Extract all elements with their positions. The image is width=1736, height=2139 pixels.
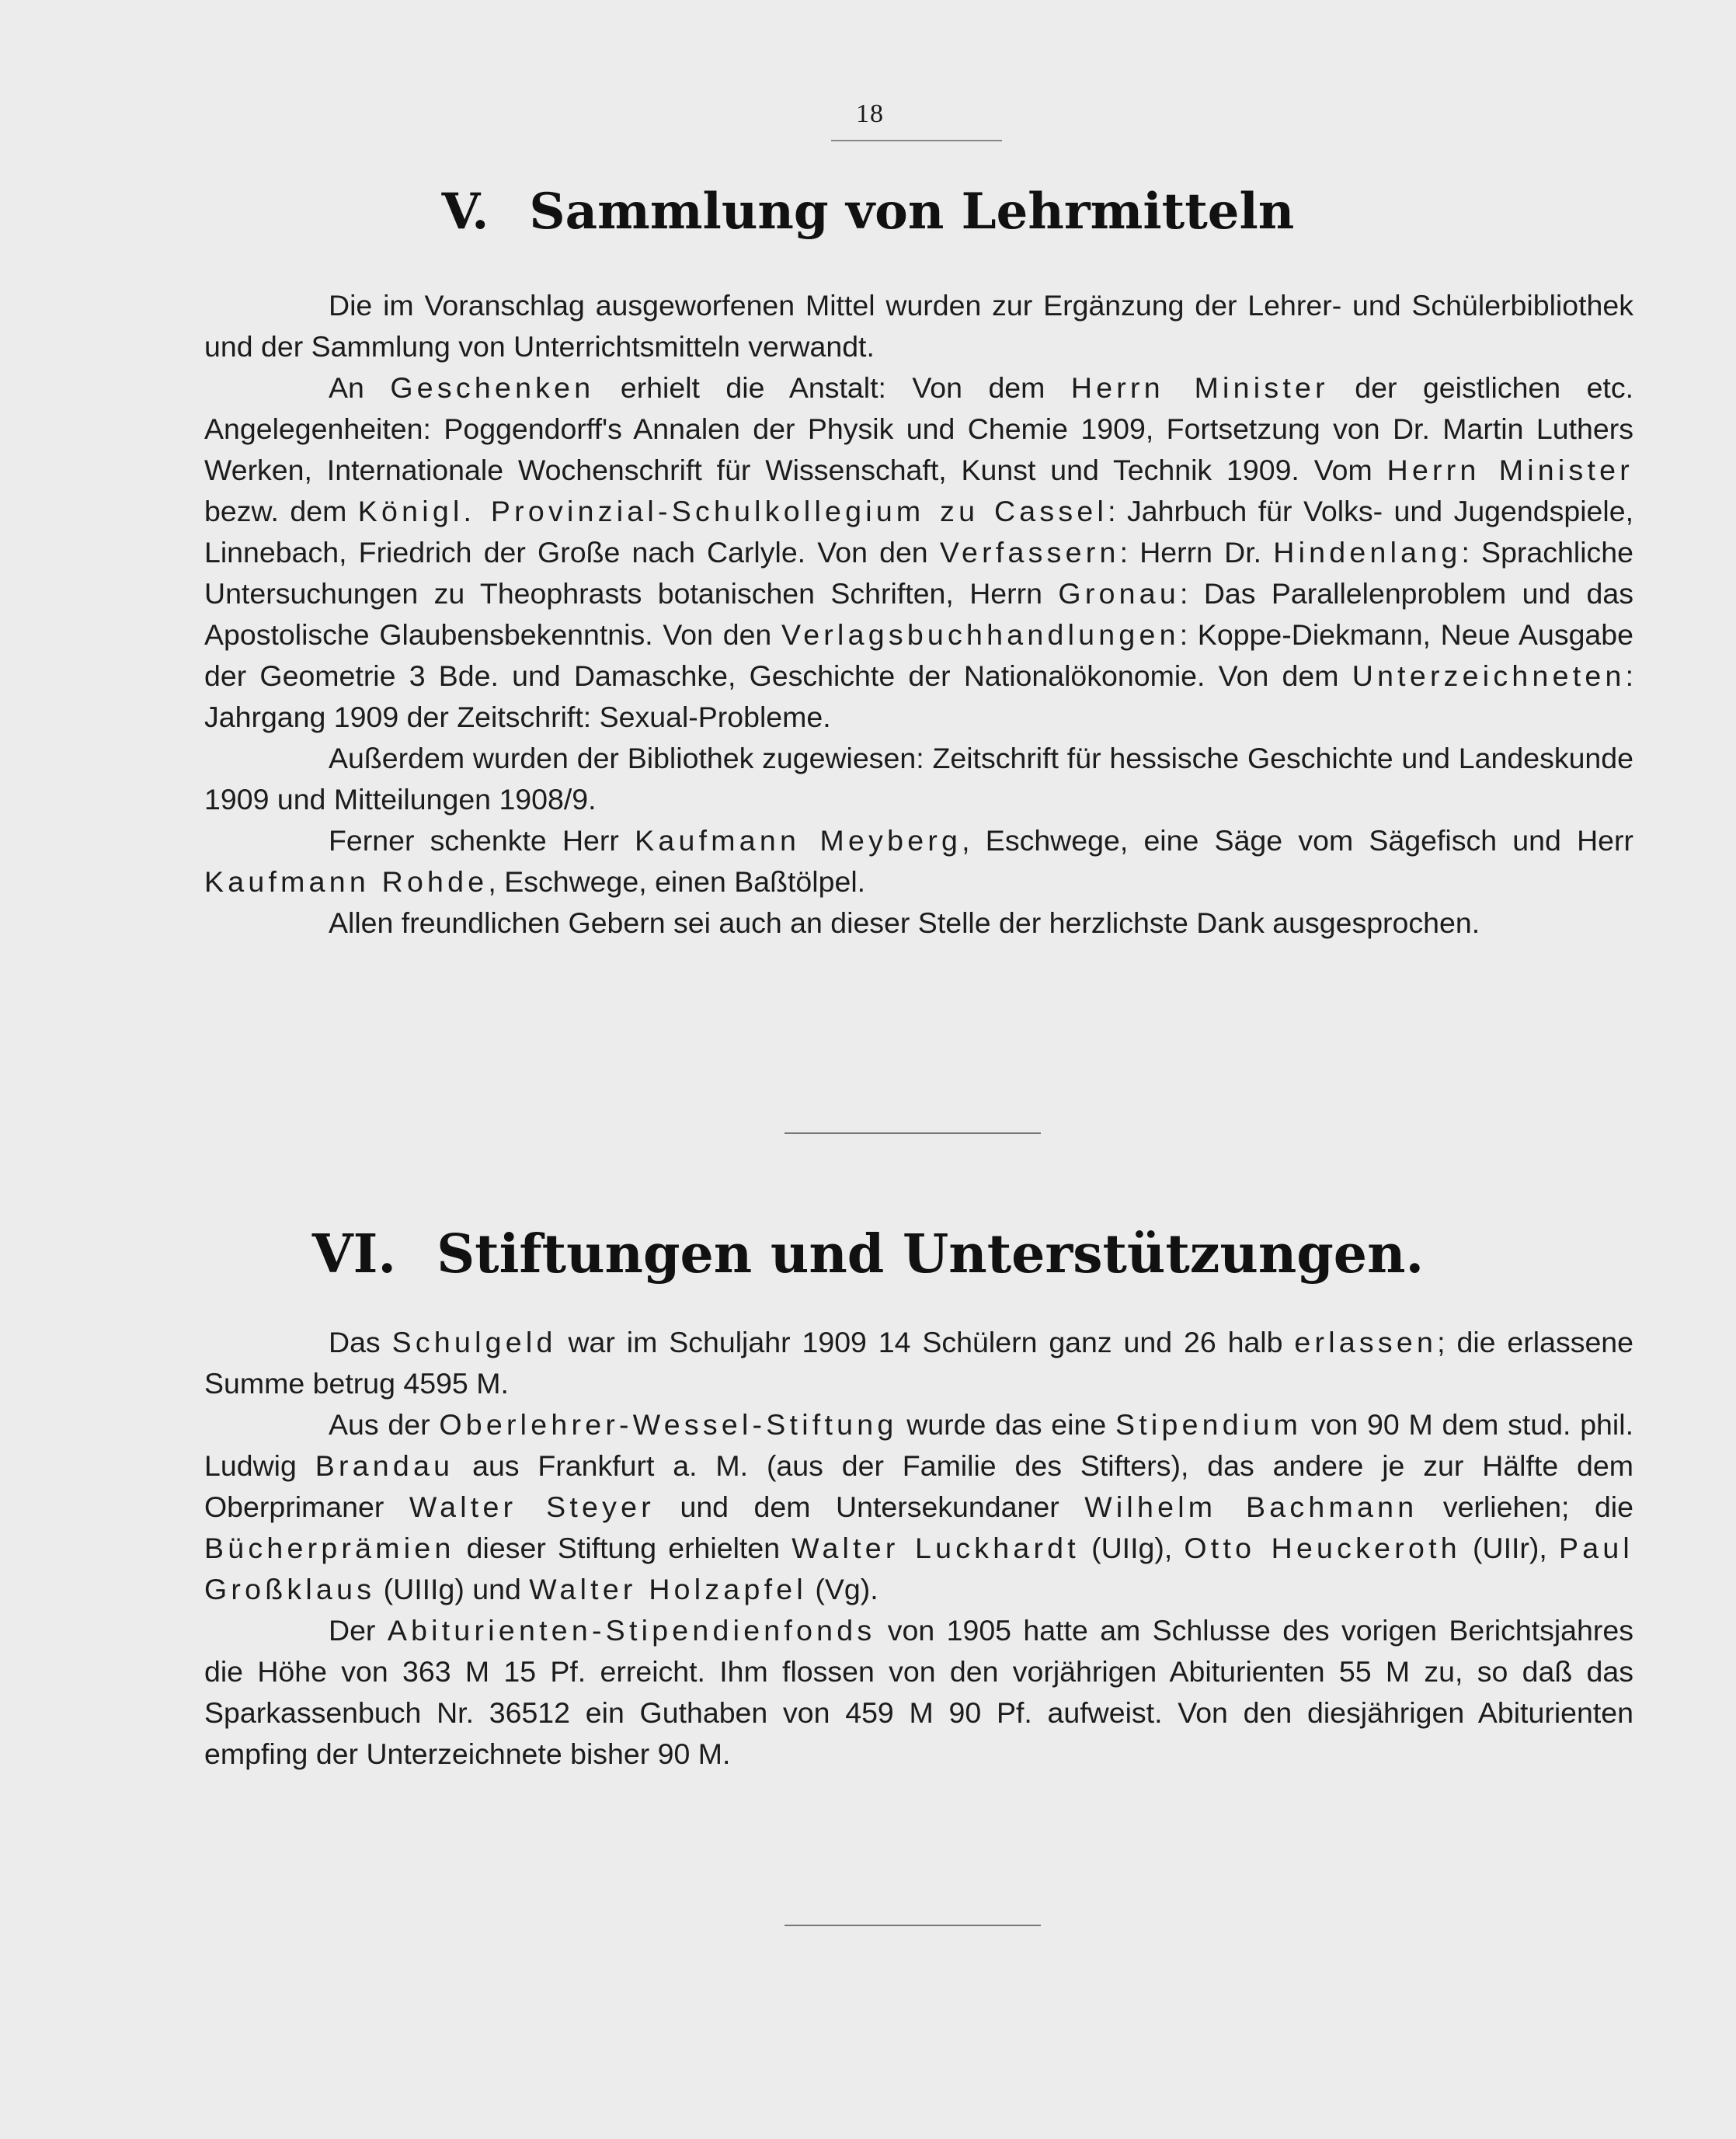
section-vi-heading [0,1223,1736,1285]
section-vi-title: Stiftungen und Unterstützungen. [437,1223,1425,1285]
section-vi-paragraph-3 [204,1610,1633,1775]
section-v-paragraph-5: Allen freundlichen Gebern sei auch an dieser Stelle der herzlichste Dank ausgesprochen. [329,906,1480,939]
section-vi-numeral: VI. [311,1223,397,1285]
vi-p2-spaced-1: Oberlehrer-Wessel-Stiftung [439,1408,898,1441]
vi-p2-spaced-3: Brandau [315,1449,454,1482]
p2-spaced-1: Geschenken [390,371,595,404]
section-v-numeral: V. [441,183,489,241]
p2-text-5: : Jahrbuch für Volks- und Jugendspiele, Linnebach, Friedrich der Große nach Carlyle. Von den [204,495,1633,569]
p4-spaced-1: Kaufmann Meyberg [635,824,962,857]
vi-p1-spaced-2: erlassen [1294,1326,1438,1358]
vi-p2-spaced-10: Walter Holzapfel [529,1573,807,1605]
p2-text-1: An [329,371,364,404]
p2-spaced-9: Unterzeichneten [1352,659,1626,692]
vi-p2-spaced-6: Bücherprämien [204,1532,455,1564]
section-v-paragraph-4 [204,820,1633,903]
section-v-paragraph-3: Außerdem wurden der Bibliothek zugewiesen: Zeitschrift für hessische Geschichte und Landeskunde 1909 und Mitteilungen 1908/9. [204,742,1633,816]
p4-text-2: , Eschwege, eine Säge vom Sägefisch und Herr [962,824,1634,857]
closing-rule [785,1925,1041,1926]
p4-spaced-2: Kaufmann Rohde [204,865,489,898]
vi-p1-text-3: ; die erlassene Summe betrug 4595 M. [204,1326,1634,1400]
section-v-heading [0,183,1736,241]
p2-text-8: : Das Parallelenproblem und das Apostolische Glaubensbekenntnis. Von den [204,577,1633,651]
p2-text-4: bezw. dem [204,495,347,527]
vi-p2-text-3: von 90 M dem stud. phil. Ludwig [204,1408,1633,1482]
vi-p2-text-9: (UIIr), [1473,1532,1547,1564]
vi-p2-text-5: und dem Untersekundaner [680,1490,1059,1523]
vi-p1-spaced-1: Schulgeld [391,1326,557,1358]
section-vi-paragraph-2 [204,1404,1633,1610]
section-v-paragraph-2 [204,367,1633,738]
vi-p2-spaced-7: Walter Luckhardt [791,1532,1080,1564]
vi-p1-text-1: Das [329,1326,381,1358]
p2-spaced-5: Verfassern [939,536,1120,569]
p2-spaced-7: Gronau [1058,577,1180,610]
p2-text-9: : Koppe-Diekmann, Neue Ausgabe der Geometrie 3 Bde. und Damaschke, Geschichte der Nationalökonomie. Von dem [204,618,1633,692]
section-vi-paragraph-1 [204,1322,1633,1404]
page-number: 18 [856,99,884,128]
p2-text-6: : Herrn Dr. [1119,536,1262,569]
vi-p2-text-11: (Vg). [815,1573,878,1605]
p2-text-3: der geistlichen etc. Angelegenheiten: Poggendorff's Annalen der Physik und Chemie 1909, Fortsetzung von Dr. Martin Luthers Werken, Internationale Wochenschrift für Wissenschaft, Kunst und Technik 1909. Vom [204,371,1634,486]
vi-p2-text-6: verliehen; die [1442,1490,1633,1523]
section-v-body [204,285,1633,944]
vi-p2-text-7: dieser Stiftung erhielten [466,1532,781,1564]
vi-p2-spaced-9: Paul Großklaus [204,1532,1634,1605]
vi-p2-text-2: wurde das eine [906,1408,1107,1441]
section-vi-body [204,1322,1633,1775]
page-number-rule [831,140,1002,141]
p2-spaced-2: Herrn Minister [1070,371,1329,404]
p2-spaced-8: Verlagsbuchhandlungen [781,618,1180,651]
p2-text-2: erhielt die Anstalt: Von dem [620,371,1045,404]
vi-p2-spaced-5: Wilhelm Bachmann [1084,1490,1418,1523]
p2-spaced-6: Hindenlang [1273,536,1462,569]
p2-spaced-3: Herrn Minister [1386,454,1633,486]
vi-p2-text-10: (UIIIg) und [383,1573,521,1605]
vi-p2-text-1: Aus der [329,1408,430,1441]
section-v-paragraph-1: Die im Voranschlag ausgeworfenen Mittel wurden zur Ergänzung der Lehrer- und Schülerbibliothek und der Sammlung von Unterrichtsmitteln verwandt. [204,289,1633,363]
vi-p3-spaced-1: Abiturienten-Stipendienfonds [387,1614,876,1647]
p4-text-3: , Eschwege, einen Baßtölpel. [488,865,866,898]
vi-p3-text-2: von 1905 hatte am Schlusse des vorigen Berichtsjahres die Höhe von 363 M 15 Pf. erreicht. Ihm flossen von den vorjährigen Abiturienten 55 M zu, so daß das Sparkassenbuch Nr. 36512 ein Guthaben von 459 M 90 Pf. aufweist. Von den diesjährigen Abiturienten empfing der Unterzeichnete bisher 90 M. [204,1614,1633,1770]
vi-p1-text-2: war im Schuljahr 1909 14 Schülern ganz und 26 halb [568,1326,1283,1358]
p2-text-7: : Sprachliche Untersuchungen zu Theophrasts botanischen Schriften, Herrn [204,536,1633,610]
vi-p3-text-1: Der [329,1614,376,1647]
p4-text-1: Ferner schenkte Herr [329,824,619,857]
vi-p2-spaced-2: Stipendium [1115,1408,1303,1441]
vi-p2-text-4: aus Frankfurt a. M. (aus der Familie des Stifters), das andere je zur Hälfte dem Oberprimaner [204,1449,1633,1523]
vi-p2-spaced-8: Otto Heuckeroth [1184,1532,1461,1564]
section-v-title: Sammlung von Lehrmitteln [529,183,1295,241]
p2-spaced-4: Königl. Provinzial-Schulkollegium zu Cassel [357,495,1108,527]
vi-p2-text-8: (UIIg), [1091,1532,1173,1564]
section-divider [785,1132,1041,1134]
p2-text-10: : Jahrgang 1909 der Zeitschrift: Sexual-Probleme. [204,659,1633,733]
vi-p2-spaced-4: Walter Steyer [409,1490,655,1523]
